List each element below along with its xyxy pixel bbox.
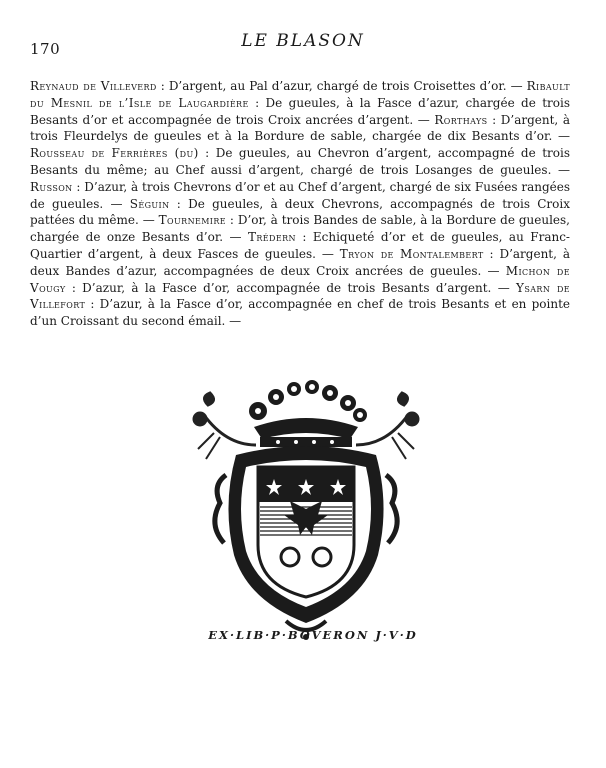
entry-name: Tryon de Montalembert [339,246,484,261]
armorial-text [30,78,570,330]
running-head: LE BLASON [241,31,365,51]
left-sprig [194,393,256,459]
entry-blazon: : D’or, à trois Bandes de sable, à la Bordure de gueules, chargée de onze Besants d’or. — [30,213,570,245]
entry-name: Séguin [129,196,170,211]
entry-name: Rorthays [434,112,488,127]
entry-name: Tournemire [158,213,227,228]
entry-name: Rousseau de Ferrières (du) [30,146,199,161]
entry-blazon: : Echiqueté d’or et de gueules, au Franc-Quartier d’argent, à deux Fasces de gueules. — [30,230,570,261]
page-number: 170 [30,40,61,58]
entry-name: Ribault du Mesnil de l’Isle de Laugardière [30,79,570,110]
entry-name: Russon [30,179,73,194]
entry-blazon: : De gueules, au Chevron d’argent, accompagné de trois Besants du même; au Chef aussi d’argent, chargé de trois Losanges de gueules. — [30,146,570,177]
shield [258,467,354,597]
entry-name: Michon de Vougy [30,263,570,295]
entry-blazon: : D’azur, à la Fasce d’or, accompagnée de trois Besants d’argent. — [65,280,517,295]
entry-blazon: : De gueules, à la Fasce d’azur, chargée de trois Besants d’or et accompagnée de trois Croix ancrées d’argent. — [30,95,571,127]
crown [249,380,367,447]
bookplate-caption: EX·LIB·P·BOVERON J·V·D [208,628,418,642]
entry-blazon: : De gueules, à deux Chevrons, accompagnés de trois Croix pattées du même. — [30,196,570,228]
entry-blazon: : D’argent, à trois Fleurdelys de gueules et à la Bordure de sable, chargée de dix Besants d’or. — [30,112,570,144]
entry-blazon: : D’azur, à trois Chevrons d’or et au Chef d’argent, chargé de six Fusées rangées de gueules. — [30,179,570,211]
entry-blazon: : D’argent, à deux Bandes d’azur, accompagnées de deux Croix ancrées de gueules. — [30,246,570,278]
entry-blazon: : D’argent, au Pal d’azur, chargé de trois Croisettes d’or. — [156,79,527,93]
right-sprig [356,393,418,459]
entry-name: Ysarn de Villefort [30,280,570,312]
entry-name: Reynaud de Villeverd [30,79,157,93]
entry-name: Trédern [247,230,296,245]
bookplate-coat-of-arms [186,375,426,645]
entry-blazon: : D’azur, à la Fasce d’or, accompagnée en chef de trois Besants et en pointe d’un Croissant du second émail. — [30,297,570,329]
